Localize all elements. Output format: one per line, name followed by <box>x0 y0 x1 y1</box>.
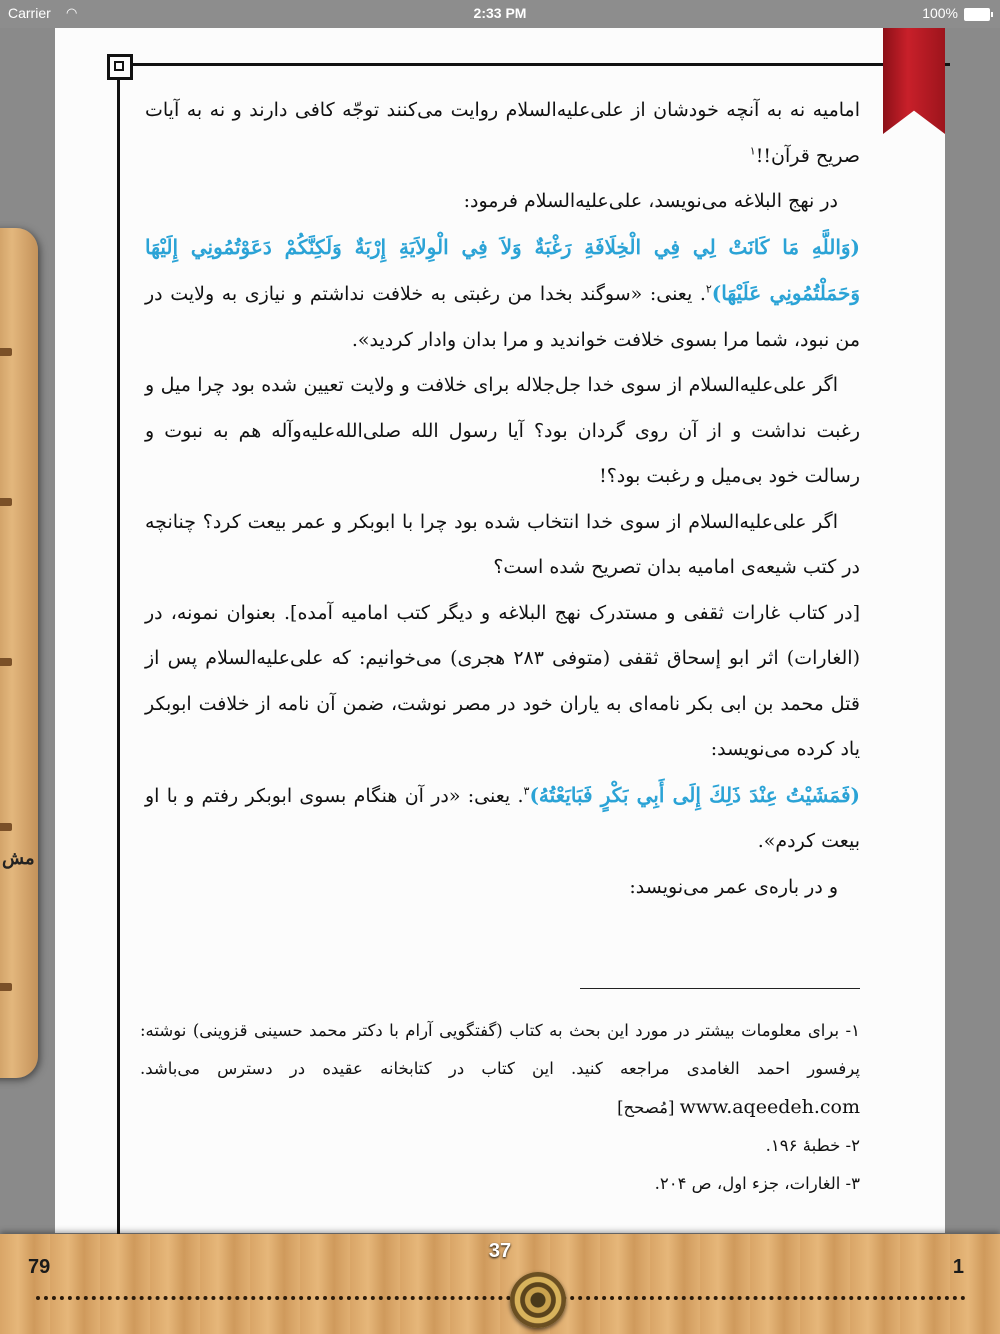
footnote-ref[interactable]: ۳ <box>523 784 530 798</box>
wifi-icon: ◠ <box>66 5 78 20</box>
footnote-tag: [مُصحح] <box>617 1098 675 1117</box>
footnote-ref[interactable]: ۲ <box>705 282 712 296</box>
footnote-1: ۱- برای معلومات بیشتر در مورد این بحث به کتاب (گفتگویی آرام با دکتر محمد حسینی قزوینی) نوشته: پرفسور احمد الغامدی مراجعه کنید. این کتاب در کتابخانه عقیده در دسترس می‌باشد. www.aqeedeh.com [مُصحح] <box>140 1021 860 1118</box>
total-pages-label: 79 <box>28 1256 51 1278</box>
status-bar <box>0 0 1000 28</box>
page-slider-knob-icon[interactable] <box>510 1272 566 1328</box>
paragraph: و در باره‌ی عمر می‌نویسد: <box>629 875 838 898</box>
page-text <box>145 88 860 910</box>
side-tab-label: مش <box>2 848 35 869</box>
page-navigator <box>0 1234 1000 1334</box>
carrier-label: Carrier <box>8 5 51 21</box>
peg-icon <box>0 823 12 831</box>
quote-text: (فَمَشَيْتُ عِنْدَ ذَلِكَ إِلَى أَبِي بَكْرٍ فَبَايَعْتُهُ) <box>529 782 860 807</box>
current-page-label: 37 <box>488 1240 512 1262</box>
paragraph: [در کتاب غارات ثقفی و مستدرک نهج البلاغه و دیگر کتب امامیه آمده]. بعنوان نمونه، در (الغارات) اثر ابو إسحاق ثقفی (متوفی ۲۸۳ هجری) می‌خوانیم: که علی‌علیه‌السلام پس از قتل محمد بن ابی بکر نامه‌ای به یاران خود در مصر نوشت، ضمن آن نامه از خلافت ابوبکر یاد کرده می‌نویسد: <box>145 601 860 760</box>
paragraph: امامیه نه به آنچه خودشان از علی‌علیه‌السلام روایت می‌کنند توجّه کافی دارند و نه به آیات صریح قرآن!!$^۱$ <box>145 99 860 167</box>
peg-icon <box>0 658 12 666</box>
footnote-2: ۲- خطبهٔ ۱۹۶. <box>765 1136 860 1155</box>
footnote-link[interactable]: www.aqeedeh.com <box>679 1096 860 1118</box>
clock: 2:33 PM <box>473 5 527 21</box>
paragraph: اگر علی‌علیه‌السلام از سوی خدا انتخاب شده بود چرا با ابوبکر و عمر بیعت کرد؟ چنانچه در کتب شیعه‌ی امامیه بدان تصریح شده است؟ <box>145 510 860 578</box>
battery-icon <box>964 8 990 21</box>
paragraph: در نهج البلاغه می‌نویسد، علی‌علیه‌السلام فرمود: <box>463 190 838 212</box>
quote-text: (وَاللَّهِ مَا كَانَتْ لِي فِي الْخِلَافَةِ رَغْبَةٌ وَلاَ فِي الْوِلاَيَةِ إِرْبَةٌ وَلَكِنَّكُمْ دَعَوْتُمُونِي إِلَيْهَا وَحَمَلْتُمُونِي عَلَيْهَا) <box>145 234 860 305</box>
paragraph <box>145 773 860 865</box>
page-slider-track[interactable] <box>36 1296 966 1300</box>
footnote-ref[interactable]: ۱ <box>749 144 756 158</box>
footnote-3: ۳- الغارات، جزء اول، ص ۲۰۴. <box>654 1174 860 1193</box>
footnotes <box>140 1012 860 1203</box>
peg-icon <box>0 348 12 356</box>
peg-icon <box>0 983 12 991</box>
footnote-divider <box>580 988 860 989</box>
side-book-tab[interactable] <box>0 228 38 1078</box>
quote-translation: . یعنی: «سوگند بخدا من رغبتی به خلافت نداشتم و نیازی به ولایت در من نبود، شما مرا بسوی خلافت خواندید و مرا بدان وادار کردید». <box>145 283 860 351</box>
paragraph <box>145 225 860 364</box>
paragraph: اگر علی‌علیه‌السلام از سوی خدا جل‌جلاله برای خلافت و ولایت تعیین شده بود چرا میل و رغبت نداشت و از آن روی گردان بود؟ آیا رسول الله صلی‌الله‌علیه‌وآله هم به نبوت و رسالت خود بی‌میل و رغبت بود؟! <box>145 374 860 487</box>
battery-percent: 100% <box>922 5 958 21</box>
frame-corner-ornament <box>107 54 133 80</box>
quote-translation: . یعنی: «در آن هنگام بسوی ابوبکر رفتم و با او بیعت کردم». <box>145 784 860 852</box>
peg-icon <box>0 498 12 506</box>
first-page-label: 1 <box>952 1256 964 1278</box>
